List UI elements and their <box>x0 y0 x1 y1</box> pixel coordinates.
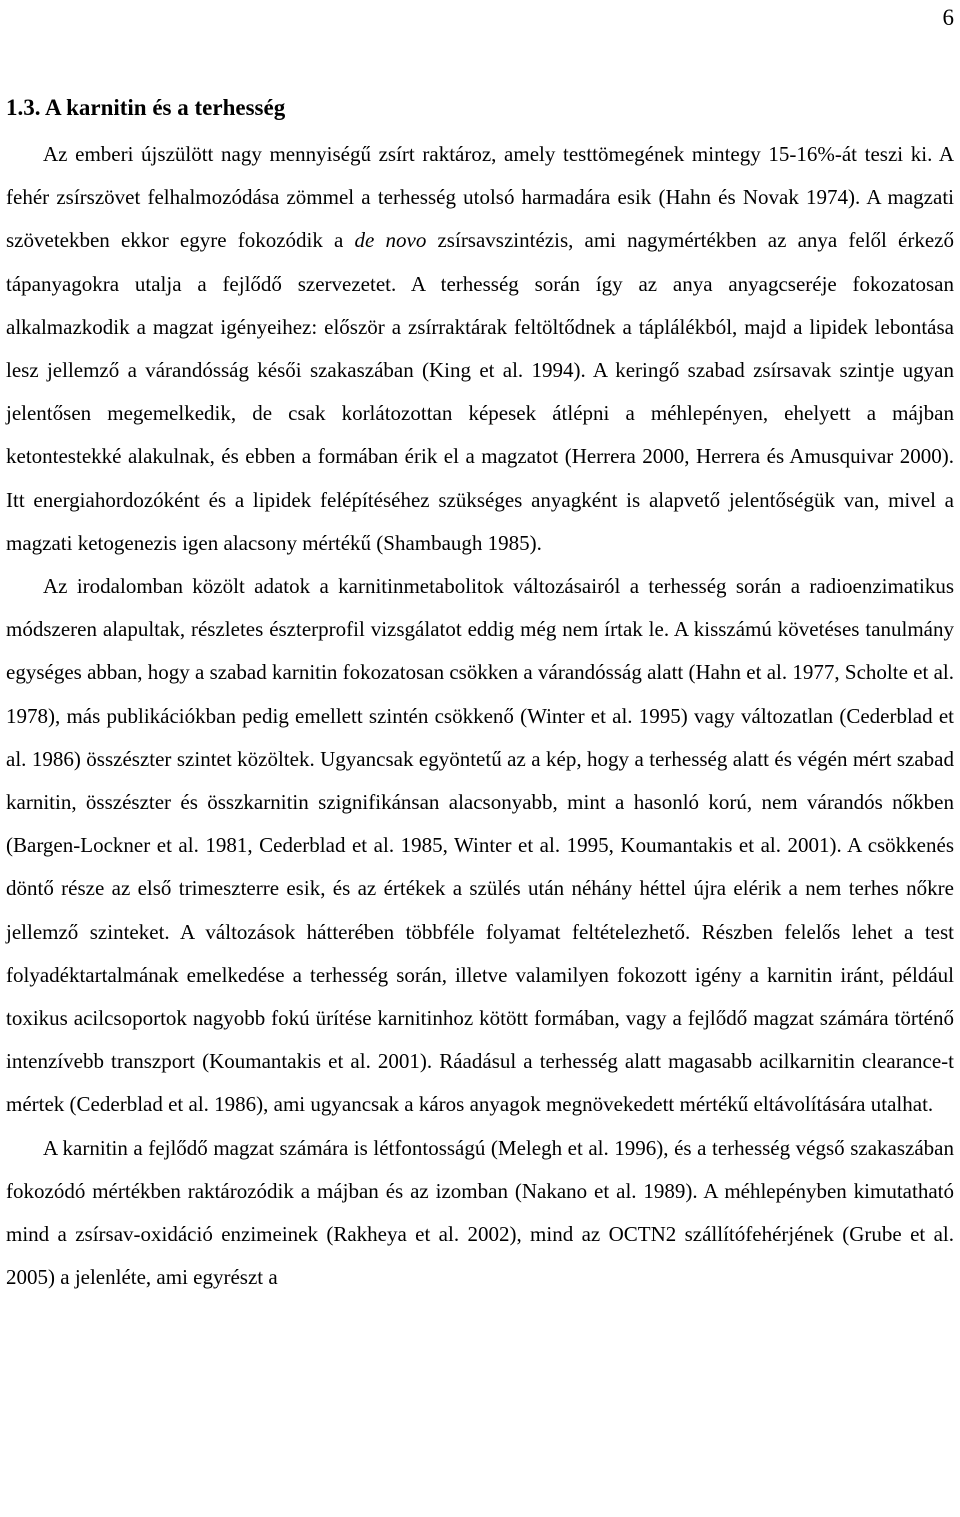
section-heading: 1.3. A karnitin és a terhesség <box>6 95 286 120</box>
paragraph <box>6 133 954 565</box>
page-number: 6 <box>942 5 954 30</box>
paragraph <box>6 565 954 1127</box>
body-text <box>6 133 954 1299</box>
paragraph-text: Az irodalomban közölt adatok a karnitinmetabolitok változásairól a terhesség során a radioenzimatikus módszeren alapultak, részletes észterprofil vizsgálatot eddig még nem írtak le. A kisszámú követéses tanulmány egységes abban, hogy a szabad karnitin fokozatosan csökken a várandósság alatt (Hahn et al. 1977, Scholte et al. 1978), más publikációkban pedig emellett szintén csökkenő (Winter et al. 1995) vagy változatlan (Cederblad et al. 1986) összészter szintet közöltek. Ugyancsak egyöntetű az a kép, hogy a terhesség alatt és végén mért szabad karnitin, összészter és összkarnitin szignifikánsan alacsonyabb, mint a hasonló korú, nem várandós nőkben (Bargen-Lockner et al. 1981, Cederblad et al. 1985, Winter et al. 1995, Koumantakis et al. 2001). A csökkenés döntő része az első trimeszterre esik, és az értékek a szülés után néhány héttel újra elérik a nem terhes nőkre jellemző szinteket. A változások hátterében többféle folyamat feltételezhető. Részben felelős lehet a test folyadéktartalmának emelkedése a terhesség során, illetve valamilyen fokozott igény a karnitin iránt, például toxikus acilcsoportok nagyobb fokú ürítése karnitinhoz kötött formában, vagy a fejlődő magzat számára történő intenzívebb transzport (Koumantakis et al. 2001). Ráadásul a terhesség alatt magasabb acilkarnitin clearance-t mértek (Cederblad et al. 1986), ami ugyancsak a káros anyagok megnövekedett mértékű eltávolítására utalhat. <box>6 574 954 1117</box>
paragraph <box>6 1127 954 1300</box>
paragraph-text: A karnitin a fejlődő magzat számára is létfontosságú (Melegh et al. 1996), és a terhesség végső szakaszában fokozódó mértékben raktározódik a májban és az izomban (Nakano et al. 1989). A méhlepényben kimutatható mind a zsírsav-oxidáció enzimeinek (Rakheya et al. 2002), mind az OCTN2 szállítófehérjének (Grube et al. 2005) a jelenléte, ami egyrészt a <box>6 1135 954 1290</box>
paragraph-text: Az emberi újszülött nagy mennyiségű zsírt raktároz, amely testtömegének mintegy 15-16%-át teszi ki. A fehér zsírszövet felhalmozódása zömmel a terhesség utolsó harmadára esik (Hahn és Novak 1974). A magzati szövetekben ekkor egyre fokozódik a <box>6 142 954 253</box>
paragraph-text: zsírsavszintézis, ami nagymértékben az anya felől érkező tápanyagokra utalja a fejlődő szervezetet. A terhesség során így az anya anyagcseréje fokozatosan alkalmazkodik a magzat igényeihez: először a zsírraktárak feltöltődnek a táplálékból, majd a lipidek lebontása lesz jellemző a várandósság késői szakaszában (King et al. 1994). A keringő szabad zsírsavak szintje ugyan jelentősen megemelkedik, de csak korlátozottan képesek átlépni a méhlepényen, ehelyett a májban ketontestekké alakulnak, és ebben a formában érik el a magzatot (Herrera 2000, Herrera és Amusquivar 2000). Itt energiahordozóként és a lipidek felépítéséhez szükséges anyagként is alapvető jelentőségük van, mivel a magzati ketogenezis igen alacsony mértékű (Shambaugh 1985). <box>6 228 954 555</box>
paragraph-text-italic: de novo <box>354 228 427 253</box>
